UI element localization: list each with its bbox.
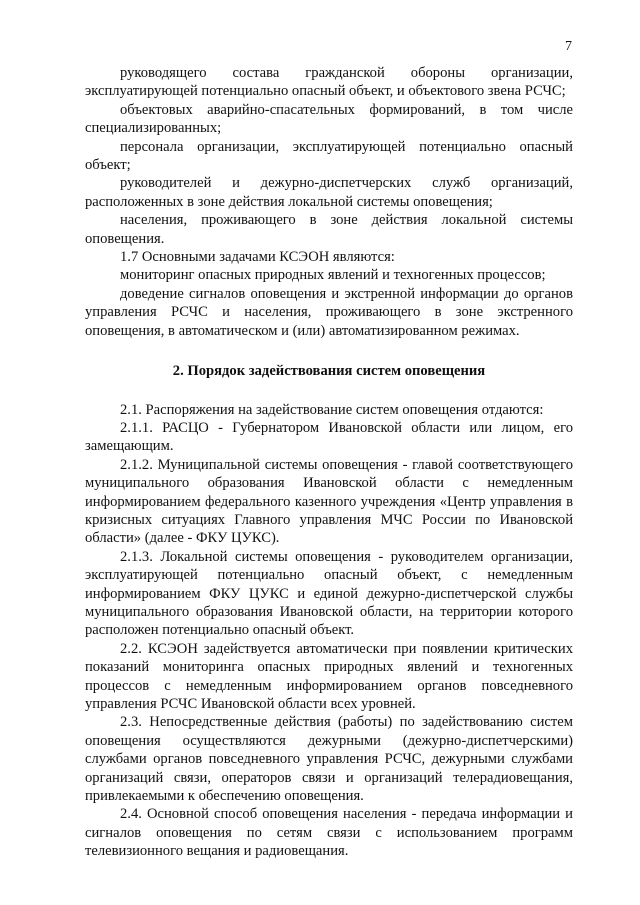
document-body <box>85 64 573 861</box>
paragraph: руководителей и дежурно-диспетчерских служб организаций, расположенных в зоне действия локальной системы оповещения; <box>85 175 573 210</box>
paragraph: 2.1. Распоряжения на задействование систем оповещения отдаются: <box>120 401 544 418</box>
paragraph: 1.7 Основными задачами КСЭОН являются: <box>120 249 395 266</box>
paragraph: 2.3. Непосредственные действия (работы) по задействованию систем оповещения осуществляются дежурными (дежурно-диспетчерскими) службами органов повседневного управления РСЧС, дежурными службами организаций связи, операторов связи и организаций телерадиовещания, привлекаемыми к обеспечению оповещения. <box>85 714 573 805</box>
paragraph: объектовых аварийно-спасательных формирований, в том числе специализированных; <box>85 101 573 137</box>
paragraph: доведение сигналов оповещения и экстренной информации до органов управления РСЧС и населения, проживающего в зоне экстренного оповещения, в автоматическом и (или) автоматизированном режимах. <box>85 285 573 339</box>
paragraph: населения, проживающего в зоне действия локальной системы оповещения. <box>85 212 573 247</box>
page-number: 7 <box>565 39 572 54</box>
paragraph: руководящего состава гражданской обороны организации, эксплуатирующей потенциально опасный объект, и объектового звена РСЧС; <box>85 65 573 100</box>
paragraph: 2.4. Основной способ оповещения населения - передача информации и сигналов оповещения по сетям связи с использованием программ телевизионного вещания и радиовещания. <box>85 806 573 860</box>
paragraph: 2.1.2. Муниципальной системы оповещения - главой соответствующего муниципального образования Ивановской области с немедленным информированием федерального казенного учреждения «Центр управления в кризисных ситуациях Главного управления МЧС России по Ивановской области» (далее - ФКУ ЦУКС). <box>85 456 573 547</box>
paragraph: 2.1.3. Локальной системы оповещения - руководителем организации, эксплуатирующей потенциально опасный объект, с немедленным информированием ФКУ ЦУКС и единой дежурно-диспетчерской службы муниципального образования Ивановской области, на территории которого расположен потенциально опасный объект. <box>85 548 573 639</box>
paragraph: 2.2. КСЭОН задействуется автоматически при появлении критических показаний мониторинга опасных природных явлений и техногенных процессов с немедленным информированием органов повседневного управления РСЧС Ивановской области всех уровней. <box>85 640 573 712</box>
paragraph: 2.1.1. РАСЦО - Губернатором Ивановской области или лицом, его замещающим. <box>85 419 573 455</box>
paragraph: мониторинг опасных природных явлений и техногенных процессов; <box>120 267 546 284</box>
section-heading: 2. Порядок задействования систем оповещения <box>172 363 486 380</box>
paragraph: персонала организации, эксплуатирующей потенциально опасный объект; <box>85 138 573 174</box>
